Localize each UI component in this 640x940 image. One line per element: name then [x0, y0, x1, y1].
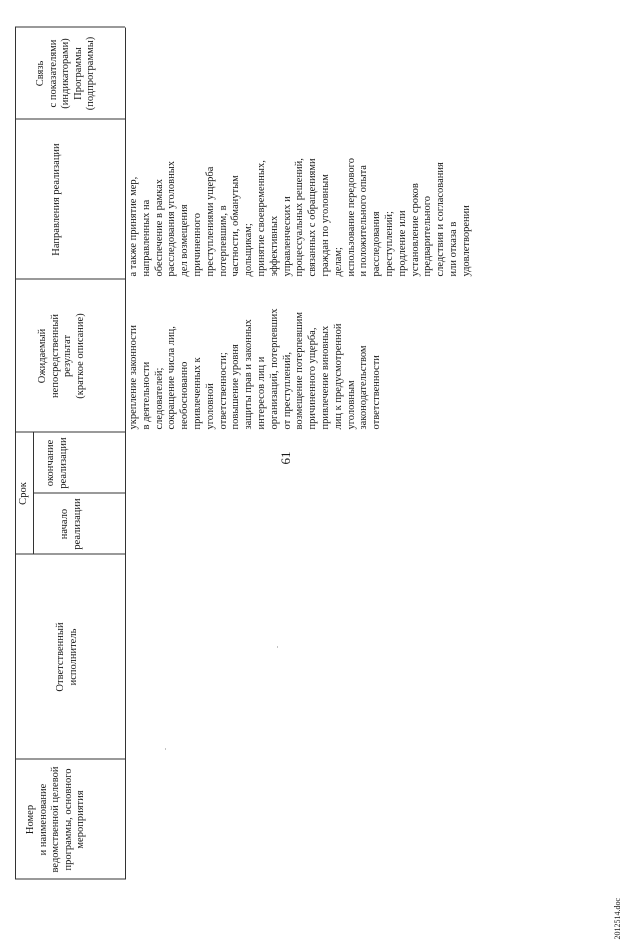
header-executor: Ответственный исполнитель	[55, 622, 79, 692]
header-term: Срок	[18, 482, 29, 505]
header-result: Ожидаемый непосредственный результат (краткое описание)	[37, 313, 86, 399]
directions-cell-text: а также принятие мер, направленных на обеспечение в рамках расследования уголовных дел возмещения причиненного преступлениями ущерба потерпевшим, в частности, обманутым дольщикам; принятие своевременных, эффективных управленческих и процессуальных решений, связанных с обращениями граждан по уголовным делам; использование передового и положительного опыта расследования преступлений; продление или установление сроков предварительного следствия и согласования или отказа в удовлетворении	[128, 158, 472, 277]
rotated-document-page	[15, 25, 625, 940]
header-link: Связь с показателями (индикаторами) Программы (подпрограммы)	[35, 36, 96, 111]
term-subheader-line	[33, 433, 34, 555]
header-term-start: начало реализации	[59, 498, 83, 550]
table-header-bottom-border	[125, 28, 126, 880]
footer-file-name: 2012514.doc	[613, 897, 622, 940]
header-directions: Направления реализации	[51, 143, 62, 256]
header-number-name: Номер и наименование ведомственной целевой программы, основного мероприятия	[25, 766, 86, 873]
scan-speck	[277, 647, 278, 648]
result-cell-text: укрепление законности в деятельности следователей; сокращение числа лиц, необоснованно привлеченных к уголовной ответственности; повышение уровня защиты прав и законных интересов лиц и организаций, потерпевших от преступлений, возмещение потерпевшим причиненного ущерба, привлечение виновных лиц к предусмотренной уголовным законодательством ответственности	[128, 308, 383, 430]
scan-speck	[165, 749, 166, 750]
table-top-border	[15, 28, 16, 880]
page-number: 61	[278, 451, 293, 465]
header-term-end: окончание реализации	[45, 437, 69, 489]
